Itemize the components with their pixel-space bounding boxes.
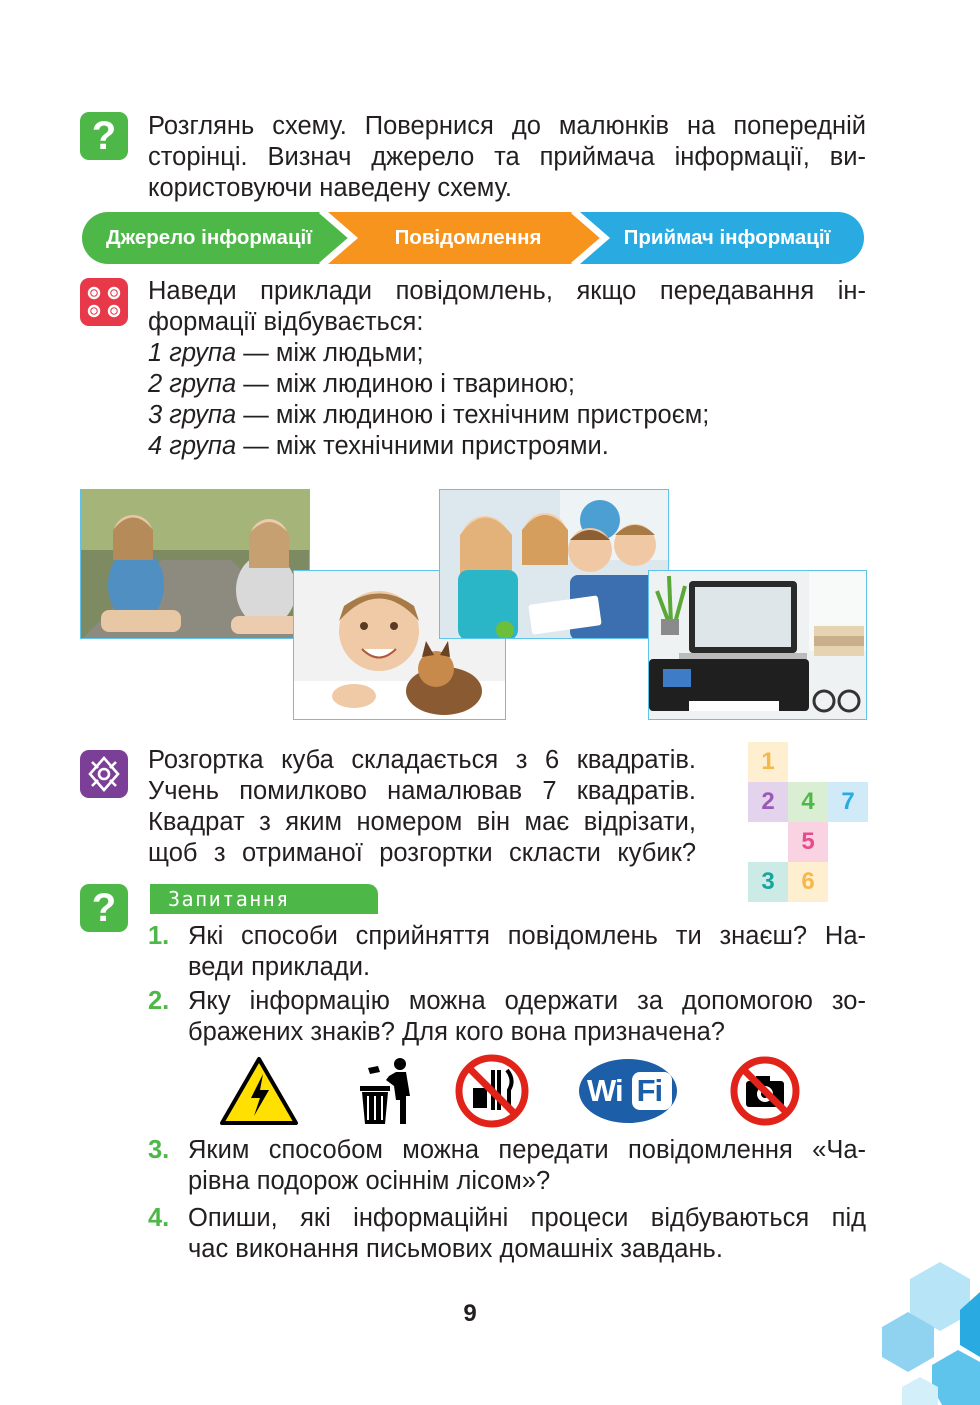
- group-item: [148, 369, 866, 400]
- question-number: 3.: [148, 1136, 170, 1164]
- task-2-text: [148, 276, 866, 462]
- net-square-3: 3: [748, 862, 788, 902]
- question-1-text: [188, 921, 866, 983]
- text-line: Які способи сприйняття повідомлень ти знаєш? На-: [188, 922, 866, 950]
- photo-two-girls: [80, 489, 310, 639]
- net-square-7: 7: [828, 782, 868, 822]
- hexagon-decoration: [880, 1262, 980, 1405]
- photo-children-with-tablet: [439, 489, 669, 639]
- litter-bin-icon: [356, 1056, 416, 1126]
- text-line: Учень помилково намалював 7 квадратів.: [148, 777, 696, 805]
- flow-step-receiver: Приймач інформації: [623, 226, 831, 249]
- text-line: бражених знаків? Для кого вона призначена?: [188, 1018, 725, 1046]
- wifi-text-fi: Fi: [636, 1073, 663, 1108]
- group-label: 2 група: [148, 370, 237, 398]
- group-label: 4 група: [148, 432, 237, 460]
- question-icon: [80, 884, 128, 932]
- group-label: 1 група: [148, 339, 237, 367]
- question-mark: ?: [91, 114, 117, 158]
- group-text: — між людиною і технічним пристроєм;: [236, 401, 710, 429]
- high-voltage-warning-icon: [219, 1056, 299, 1126]
- group-text: — між людиною і твариною;: [236, 370, 575, 398]
- no-photography-icon: [730, 1056, 800, 1126]
- group-item: [148, 400, 866, 431]
- text-line: Розглянь схему. Повернися до малюнків на попередній: [148, 112, 866, 140]
- question-icon: [80, 112, 128, 160]
- flow-step-source: Джерело інформації: [105, 226, 313, 249]
- net-square-6: 6: [788, 862, 828, 902]
- text-line: Яким способом можна передати повідомлення «Ча-: [188, 1136, 866, 1164]
- text-line: Яку інформацію можна одержати за допомогою зо-: [188, 987, 866, 1015]
- text-line: Розгортка куба складається з 6 квадратів.: [148, 746, 696, 774]
- group-item: [148, 338, 866, 369]
- information-flow-diagram: [82, 212, 864, 264]
- questions-heading: Запитання: [150, 884, 378, 914]
- group-label: 3 група: [148, 401, 237, 429]
- task-3-text: [148, 745, 696, 869]
- question-3-text: [188, 1135, 866, 1197]
- text-line: Наведи приклади повідомлень, якщо передавання ін-: [148, 277, 866, 305]
- question-4-text: [188, 1203, 866, 1265]
- text-line: час виконання письмових домашніх завдань.: [188, 1235, 723, 1263]
- net-square-2: 2: [748, 782, 788, 822]
- net-square-5: 5: [788, 822, 828, 862]
- page-number: 9: [463, 1300, 477, 1327]
- cube-net: [748, 742, 868, 902]
- puzzle-icon: [80, 750, 128, 798]
- wifi-text-wi: Wi: [587, 1073, 623, 1108]
- no-food-no-drink-icon: [455, 1054, 529, 1128]
- question-2-text: [188, 986, 866, 1048]
- flow-step-message: Повідомлення: [394, 226, 542, 249]
- wifi-logo: [578, 1058, 678, 1124]
- group-work-icon: [80, 278, 128, 326]
- text-line: формації відбувається:: [148, 308, 424, 336]
- group-text: — між технічними пристроями.: [236, 432, 609, 460]
- text-line: Квадрат з яким номером він має відрізати,: [148, 808, 696, 836]
- net-square-4: 4: [788, 782, 828, 822]
- task-1-text: [148, 111, 866, 204]
- text-line: веди приклади.: [188, 953, 371, 981]
- question-number: 1.: [148, 922, 170, 950]
- question-mark: ?: [91, 886, 117, 930]
- question-number: 2.: [148, 987, 170, 1015]
- group-text: — між людьми;: [236, 339, 424, 367]
- photo-laptop-and-printer: [648, 570, 867, 720]
- text-line: користовуючи наведену схему.: [148, 174, 512, 202]
- text-line: сторінці. Визнач джерело та приймача інформації, ви-: [148, 143, 866, 171]
- text-line: Опиши, які інформаційні процеси відбуваються під: [188, 1204, 866, 1232]
- text-line: рівна подорож осіннім лісом»?: [188, 1167, 551, 1195]
- question-number: 4.: [148, 1204, 170, 1232]
- text-line: щоб з отриманої розгортки скласти кубик?: [148, 839, 696, 867]
- group-item: [148, 431, 866, 462]
- net-square-1: 1: [748, 742, 788, 782]
